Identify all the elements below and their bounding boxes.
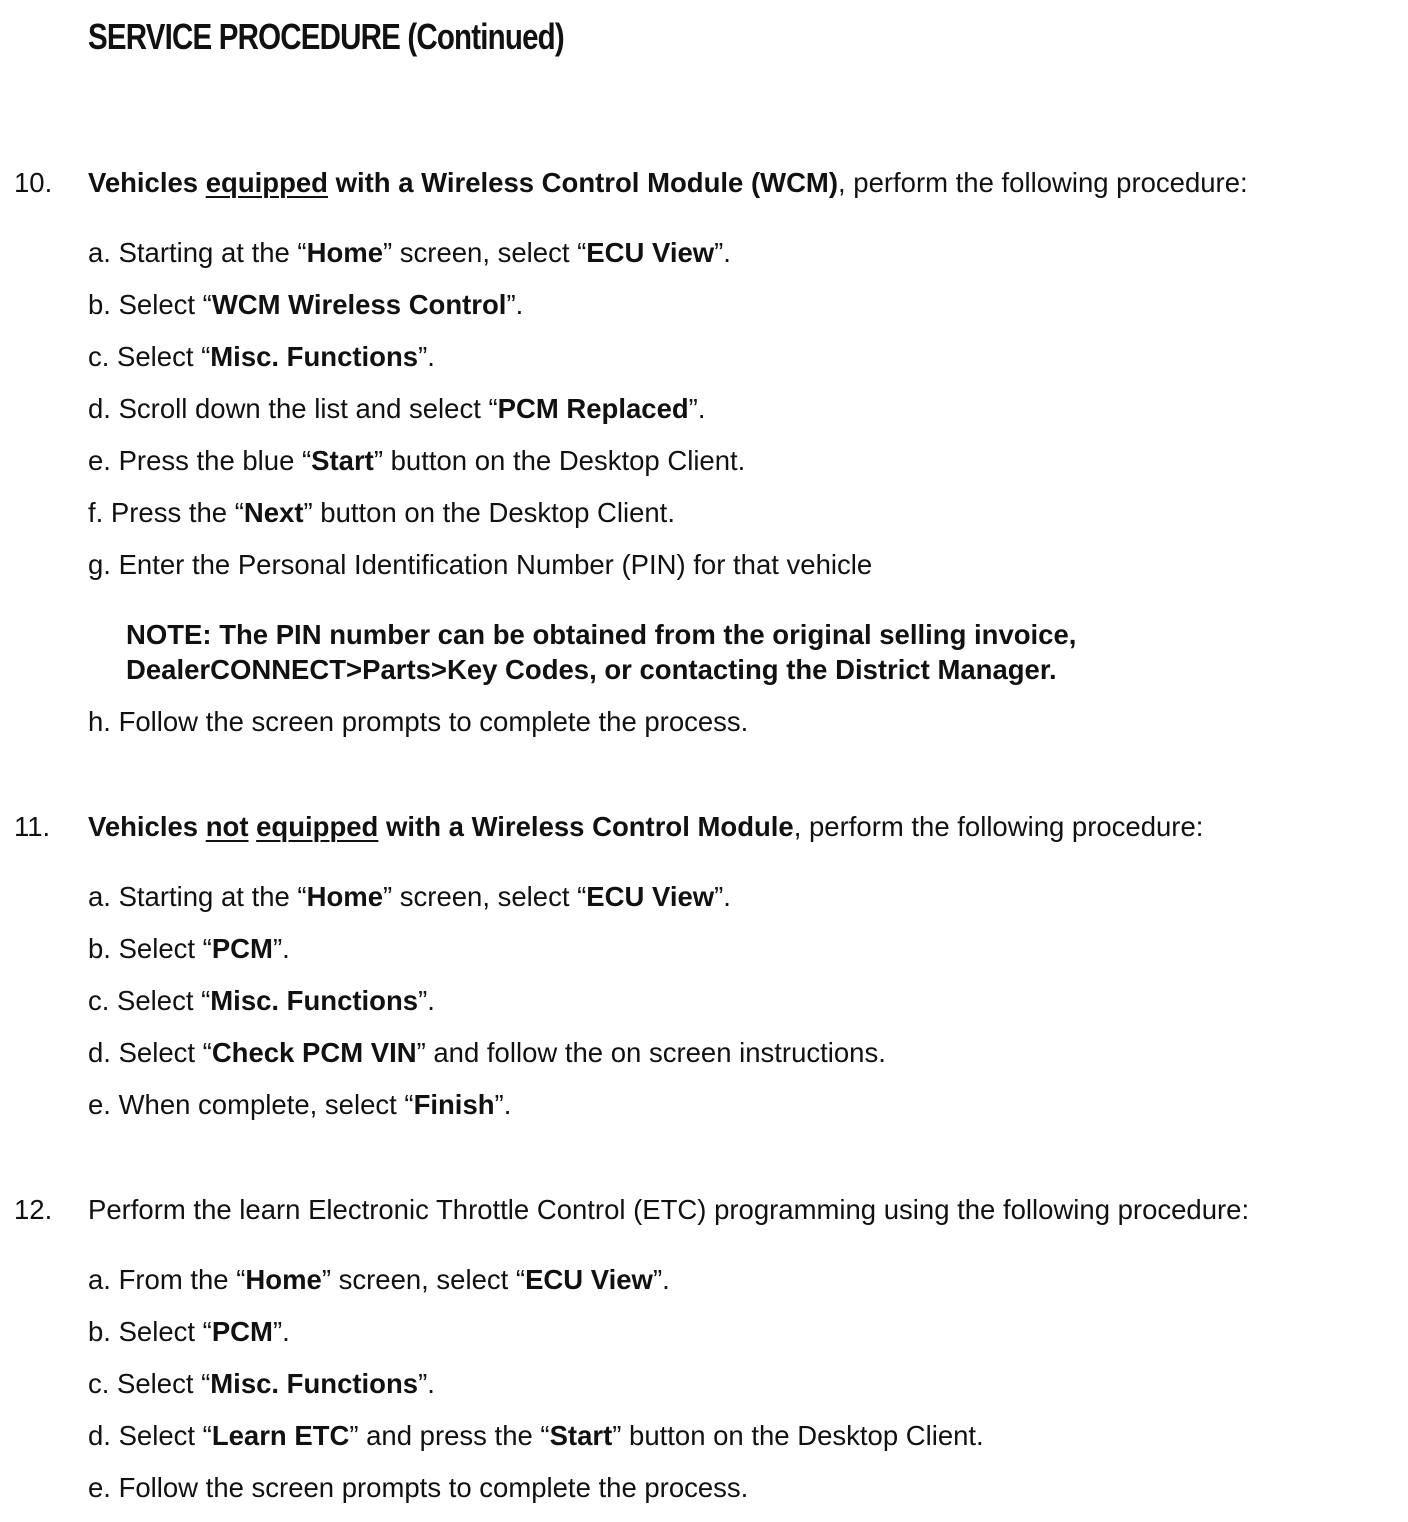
- substep: g. Enter the Personal Identification Number (PIN) for that vehicle: [88, 549, 873, 580]
- substep: f. Press the “Next” button on the Desktop Client.: [88, 497, 675, 528]
- substep: e. Follow the screen prompts to complete the process.: [88, 1472, 749, 1503]
- step-number: 12.: [14, 1194, 53, 1225]
- substep: h. Follow the screen prompts to complete the process.: [88, 706, 749, 737]
- step-heading: Vehicles equipped with a Wireless Control Module (WCM), perform the following procedure:: [88, 167, 1248, 198]
- note-line: NOTE: The PIN number can be obtained from the original selling invoice,: [126, 619, 1077, 650]
- step-heading: Perform the learn Electronic Throttle Control (ETC) programming using the following procedure:: [88, 1194, 1250, 1225]
- step-number: 11.: [14, 811, 51, 842]
- substep: c. Select “Misc. Functions”.: [88, 985, 435, 1016]
- substep: b. Select “WCM Wireless Control”.: [88, 289, 524, 320]
- substep: a. Starting at the “Home” screen, select “ECU View”.: [88, 237, 731, 268]
- substep: b. Select “PCM”.: [88, 933, 290, 964]
- step-number: 10.: [14, 167, 53, 198]
- substep: c. Select “Misc. Functions”.: [88, 341, 435, 372]
- substep: e. When complete, select “Finish”.: [88, 1089, 512, 1120]
- substep: a. Starting at the “Home” screen, select “ECU View”.: [88, 881, 731, 912]
- substep: c. Select “Misc. Functions”.: [88, 1368, 435, 1399]
- substep: d. Scroll down the list and select “PCM Replaced”.: [88, 393, 706, 424]
- page-title: SERVICE PROCEDURE (Continued): [88, 16, 564, 57]
- note-line: DealerCONNECT>Parts>Key Codes, or contacting the District Manager.: [126, 654, 1057, 685]
- substep: b. Select “PCM”.: [88, 1316, 290, 1347]
- substep: a. From the “Home” screen, select “ECU View”.: [88, 1264, 670, 1295]
- substep: d. Select “Check PCM VIN” and follow the on screen instructions.: [88, 1037, 886, 1068]
- substep: e. Press the blue “Start” button on the Desktop Client.: [88, 445, 746, 476]
- step-heading: Vehicles not equipped with a Wireless Control Module, perform the following procedure:: [88, 811, 1204, 842]
- substep: d. Select “Learn ETC” and press the “Start” button on the Desktop Client.: [88, 1420, 984, 1451]
